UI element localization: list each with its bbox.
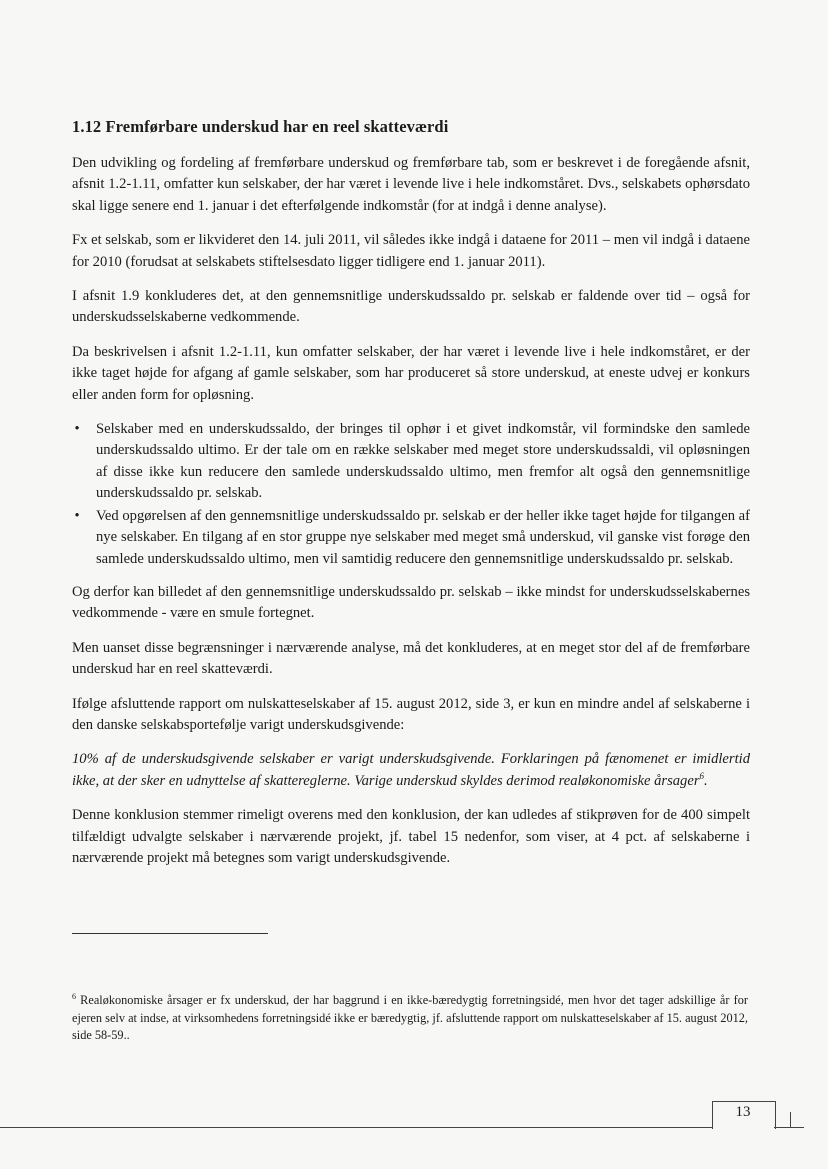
footnote-number: 6 [72, 991, 76, 1001]
bullet-icon: • [74, 421, 80, 438]
main-content [72, 117, 750, 882]
page-number: 13 [735, 1104, 751, 1120]
footer-rule-right [774, 1127, 804, 1128]
list-item-text: Selskaber med en underskudssaldo, der bringes til ophør i et givet indkomstår, vil formindske den samlede underskudssaldo ultimo. Er der tale om en række selskaber med meget store underskudssaldi, vil opløsningen af disse ikke kun reducere den samlede underskudssaldo ultimo, men fremfor alt også den gennemsnitlige underskudssaldo pr. selskab. [96, 421, 750, 502]
quote-end: . [704, 772, 708, 789]
paragraph-4: Da beskrivelsen i afsnit 1.2-1.11, kun omfatter selskaber, der har været i levende live i hele indkomståret, er der ikke taget højde for afgang af gamle selskaber, som har produceret så store underskud, at eneste udvej er konkurs eller anden form for opløsning. [72, 343, 750, 403]
list-item [72, 419, 750, 505]
section-heading: 1.12 Fremførbare underskud har en reel skatteværdi [72, 117, 449, 136]
paragraph-1: Den udvikling og fordeling af fremførbare underskud og fremførbare tab, som er beskrevet i de foregående afsnit, afsnit 1.2-1.11, omfatter kun selskaber, der har været i levende live i hele indkomståret. Dvs., selskabets ophørsdato skal ligge senere end 1. januar i det efterfølgende indkomstår (for at indgå i denne analyse). [72, 155, 750, 214]
paragraph-3: I afsnit 1.9 konkluderes det, at den gennemsnitlige underskudssaldo pr. selskab er faldende over tid – også for underskudsselskaberne vedkommende. [72, 288, 750, 326]
list-item-text: Ved opgørelsen af den gennemsnitlige underskudssaldo pr. selskab er der heller ikke taget højde for tilgangen af nye selskaber. En tilgang af en stor gruppe nye selskaber med meget små underskud, vil ganske vist forøge den samlede underskudssaldo ultimo, men vil samtidig reducere den gennemsnitlige underskudssaldo pr. selskab. [96, 507, 750, 567]
list-item [72, 506, 750, 570]
footnote [72, 992, 748, 1045]
paragraph-6: Men uanset disse begrænsninger i nærværende analyse, må det konkluderes, at en meget stor del af de fremførbare underskud har en reel skatteværdi. [72, 639, 750, 678]
footer-rule [0, 1127, 712, 1128]
footnote-ref: 6 [699, 770, 705, 781]
paragraph-5: Og derfor kan billedet af den gennemsnitlige underskudssaldo pr. selskab – ikke mindst for underskudsselskabernes vedkommende - være en smule fortegnet. [72, 583, 750, 622]
paragraph-7: Ifølge afsluttende rapport om nulskatteselskaber af 15. august 2012, side 3, er kun en mindre andel af selskaberne i den danske selskabsportefølje varigt underskudsgivende: [72, 695, 750, 733]
footnote-text: Realøkonomiske årsager er fx underskud, der har baggrund i en ikke-bæredygtig forretningsidé, men hvor det tager adskillige år for ejeren selv at indse, at virksomhedens forretningsidé ikke er bæredygtig, jf. afsluttende rapport om nulskatteselskaber af 15. august 2012, side 58-59.. [72, 993, 748, 1042]
footnote-divider [72, 933, 268, 934]
bullet-list [72, 419, 750, 570]
quote-text: 10% af de underskudsgivende selskaber er varigt underskudsgivende. Forklaringen på fænomenet er imidlertid ikke, at der sker en udnyttelse af skattereglerne. Varige underskud skyldes derimod realøkonomiske årsager [72, 751, 750, 789]
paragraph-2: Fx et selskab, som er likvideret den 14. juli 2011, vil således ikke indgå i dataene for 2011 – men vil indgå i dataene for 2010 (forudsat at selskabets stiftelsesdato ligger tidligere end 1. januar 2011). [72, 232, 750, 270]
bullet-icon: • [74, 507, 80, 524]
footer-tick [790, 1112, 791, 1127]
quote-paragraph [72, 749, 750, 792]
final-paragraph: Denne konklusion stemmer rimeligt overens med den konklusion, der kan udledes af stikprøven for de 400 simpelt tilfældigt udvalgte selskaber i nærværende projekt, jf. tabel 15 nedenfor, som viser, at 4 pct. af selskaberne i nærværende projekt må betegnes som varigt underskudsgivende. [72, 807, 750, 866]
